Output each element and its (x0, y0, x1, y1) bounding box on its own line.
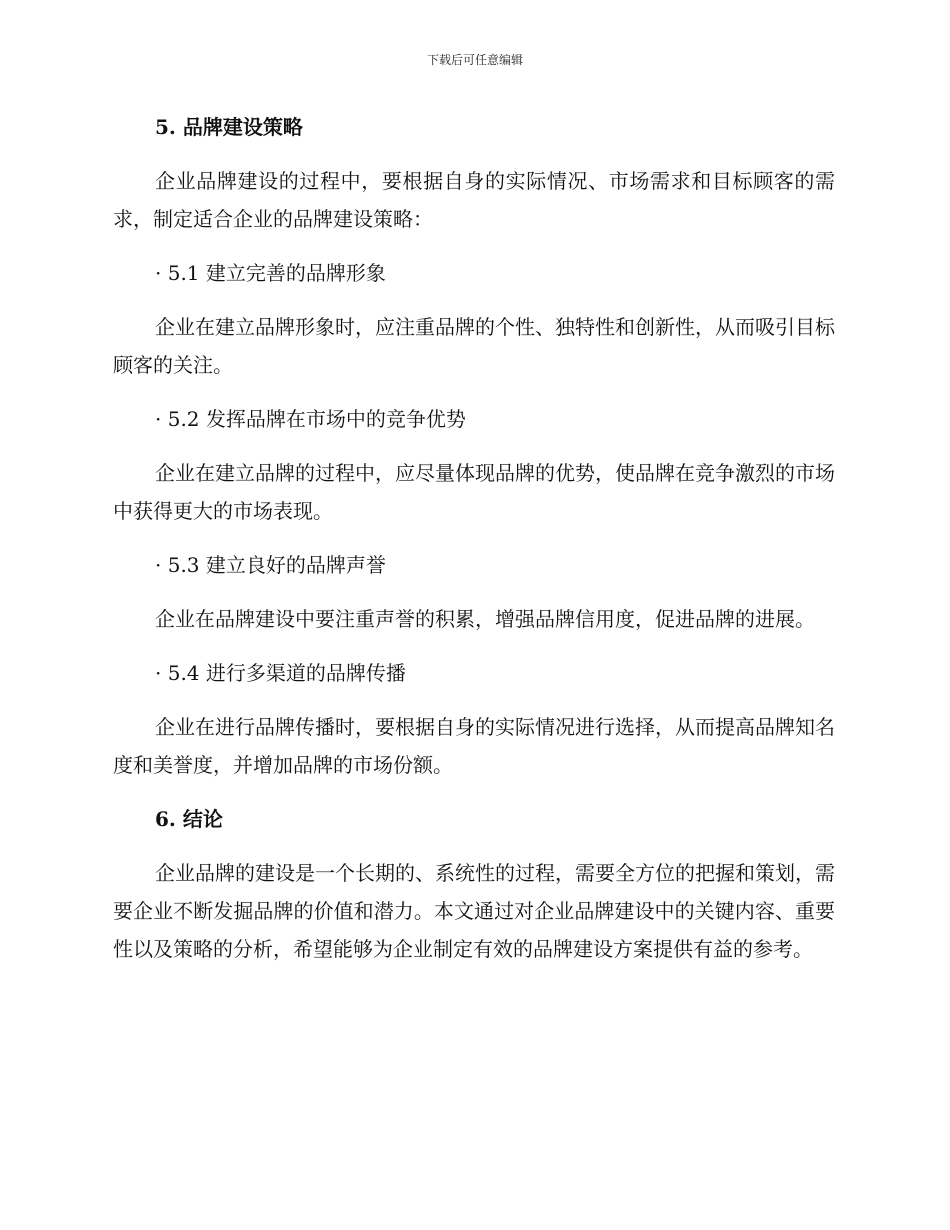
paragraph: 企业在建立品牌形象时，应注重品牌的个性、独特性和创新性，从而吸引目标顾客的关注。 (113, 315, 835, 377)
subsection-label: · 5.1 建立完善的品牌形象 (155, 261, 386, 285)
paragraph: 企业在进行品牌传播时，要根据自身的实际情况进行选择，从而提高品牌知名度和美誉度，并增加品牌的市场份额。 (113, 715, 835, 777)
section-heading: 5. 品牌建设策略 (155, 115, 303, 139)
subsection-label: · 5.2 发挥品牌在市场中的竞争优势 (155, 407, 466, 431)
section-heading: 6. 结论 (155, 807, 223, 831)
paragraph: 企业在建立品牌的过程中，应尽量体现品牌的优势，使品牌在竞争激烈的市场中获得更大的市场表现。 (113, 461, 835, 523)
subsection-label: · 5.4 进行多渠道的品牌传播 (155, 661, 406, 685)
paragraph: 企业品牌建设的过程中，要根据自身的实际情况、市场需求和目标顾客的需求，制定适合企业的品牌建设策略： (113, 169, 835, 231)
page-header: 下载后可任意编辑 (426, 53, 523, 67)
subsection-label: · 5.3 建立良好的品牌声誉 (155, 553, 386, 577)
paragraph: 企业品牌的建设是一个长期的、系统性的过程，需要全方位的把握和策划，需要企业不断发掘品牌的价值和潜力。本文通过对企业品牌建设中的关键内容、重要性以及策略的分析，希望能够为企业制定有效的品牌建设方案提供有益的参考。 (113, 861, 835, 961)
document-body (113, 108, 835, 984)
paragraph: 企业在品牌建设中要注重声誉的积累，增强品牌信用度，促进品牌的进展。 (155, 607, 815, 631)
